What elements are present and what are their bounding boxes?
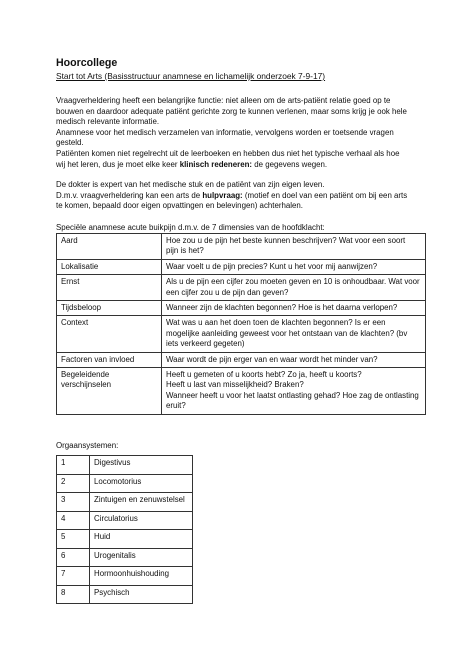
organ-system-cell: Hormoonhuishouding <box>90 567 193 586</box>
dimension-cell: Begeleidende verschijnselen <box>57 368 162 415</box>
intro-paragraph <box>56 96 426 170</box>
table-row <box>57 474 193 493</box>
row-number-cell: 5 <box>57 530 90 549</box>
table-row <box>57 316 426 352</box>
question-line: Als u de pijn een cijfer zou moeten geven en 10 is onhoudbaar. Wat voor <box>166 277 420 287</box>
page-title: Hoorcollege <box>56 57 118 69</box>
text-line: gesteld. <box>56 138 84 148</box>
row-number-cell: 8 <box>57 585 90 604</box>
question-line: mogelijke aanleiding geweest voor het ontstaan van de klachten? (bv <box>166 328 408 338</box>
dimension-cell: Ernst <box>57 275 162 301</box>
table-row <box>57 301 426 316</box>
text-line: te komen, bepaald door eigen opvattingen en belevingen) achterhalen. <box>56 201 303 211</box>
expert-paragraph <box>56 180 426 212</box>
organ-systems-table <box>56 455 193 604</box>
text-span: D.m.v. vraagverheldering kan een arts de <box>56 190 203 200</box>
dimension-cell: Aard <box>57 234 162 260</box>
table-row <box>57 548 193 567</box>
question-line: pijn is het? <box>166 246 204 256</box>
row-number-cell: 7 <box>57 567 90 586</box>
row-number-cell: 4 <box>57 511 90 530</box>
dimension-cell: Tijdsbeloop <box>57 301 162 316</box>
table-row <box>57 530 193 549</box>
bold-term: hulpvraag: <box>202 190 243 200</box>
table-row <box>57 585 193 604</box>
question-line: iets verkeerd gegeten) <box>166 339 245 349</box>
organ-system-cell: Zintuigen en zenuwstelsel <box>90 493 193 512</box>
organ-system-cell: Digestivus <box>90 456 193 475</box>
question-line: Waar voelt u de pijn precies? Kunt u het voor mij aanwijzen? <box>166 261 378 271</box>
question-cell <box>162 352 426 367</box>
table-row <box>57 567 193 586</box>
bold-term: klinisch redeneren: <box>179 159 253 169</box>
text-line: De dokter is expert van het medische stuk en de patiënt van zijn eigen leven. <box>56 180 325 189</box>
table-row <box>57 234 426 260</box>
question-line: Wanneer heeft u voor het laatst ontlasting gehad? Hoe zag de ontlasting <box>166 390 419 400</box>
question-line: Heeft u last van misselijkheid? Braken? <box>166 380 304 390</box>
question-cell <box>162 275 426 301</box>
text-span: (motief en doel van een patiënt om bij een arts <box>242 190 408 200</box>
question-line: Hoe zou u de pijn het beste kunnen beschrijven? Wat voor een soort <box>166 236 406 245</box>
table-row <box>57 352 426 367</box>
organ-system-cell: Circulatorius <box>90 511 193 530</box>
text-span: de gegevens wegen. <box>252 159 328 169</box>
question-line: eruit? <box>166 401 186 411</box>
dimensions-table <box>56 233 426 415</box>
text-line: medisch relevante informatie. <box>56 117 160 127</box>
question-cell <box>162 368 426 415</box>
table-row <box>57 511 193 530</box>
question-line: Heeft u gemeten of u koorts hebt? Zo ja, heeft u koorts? <box>166 370 362 380</box>
dimension-cell: Lokalisatie <box>57 259 162 274</box>
row-number-cell: 3 <box>57 493 90 512</box>
table2-caption: Orgaansystemen: <box>56 441 119 450</box>
table-row <box>57 368 426 415</box>
question-line: Wanneer zijn de klachten begonnen? Hoe is het daarna verlopen? <box>166 303 398 313</box>
text-span: wij het leren, dus je moet elke keer <box>56 159 180 169</box>
row-number-cell: 2 <box>57 474 90 493</box>
text-line: Patiënten komen niet regelrecht uit de leerboeken en hebben dus niet het typische verhaal als hoe <box>56 148 400 158</box>
organ-system-cell: Locomotorius <box>90 474 193 493</box>
table-row <box>57 259 426 274</box>
question-cell <box>162 259 426 274</box>
text-line <box>56 191 426 202</box>
question-line: Waar wordt de pijn erger van en waar wordt het minder van? <box>166 354 378 364</box>
question-cell <box>162 301 426 316</box>
text-line <box>56 160 426 171</box>
row-number-cell: 1 <box>57 456 90 475</box>
dimension-cell: Context <box>57 316 162 352</box>
question-line: Wat was u aan het doen toen de klachten begonnen? Is er een <box>166 318 386 328</box>
question-cell <box>162 316 426 352</box>
table-row <box>57 275 426 301</box>
table1-caption: Speciële anamnese acute buikpijn d.m.v. de 7 dimensies van de hoofdklacht: <box>56 223 325 232</box>
organ-system-cell: Huid <box>90 530 193 549</box>
organ-system-cell: Psychisch <box>90 585 193 604</box>
table-row <box>57 456 193 475</box>
text-line: Anamnese voor het medisch verzamelen van informatie, vervolgens worden er toetsende vragen <box>56 127 394 137</box>
dimension-cell: Factoren van invloed <box>57 352 162 367</box>
question-cell <box>162 234 426 260</box>
table-row <box>57 493 193 512</box>
row-number-cell: 6 <box>57 548 90 567</box>
page-subtitle: Start tot Arts (Basisstructuur anamnese en lichamelijk onderzoek 7-9-17) <box>56 71 326 81</box>
question-line: een cijfer zou u de pijn dan geven? <box>166 287 289 297</box>
text-line: Vraagverheldering heeft een belangrijke functie: niet alleen om de arts-patiënt relatie goed op te <box>56 96 391 105</box>
text-line: bouwen en daardoor adequate patiënt gerichte zorg te kunnen verlenen, maar soms krijg je ook hele <box>56 106 407 116</box>
organ-system-cell: Urogenitalis <box>90 548 193 567</box>
